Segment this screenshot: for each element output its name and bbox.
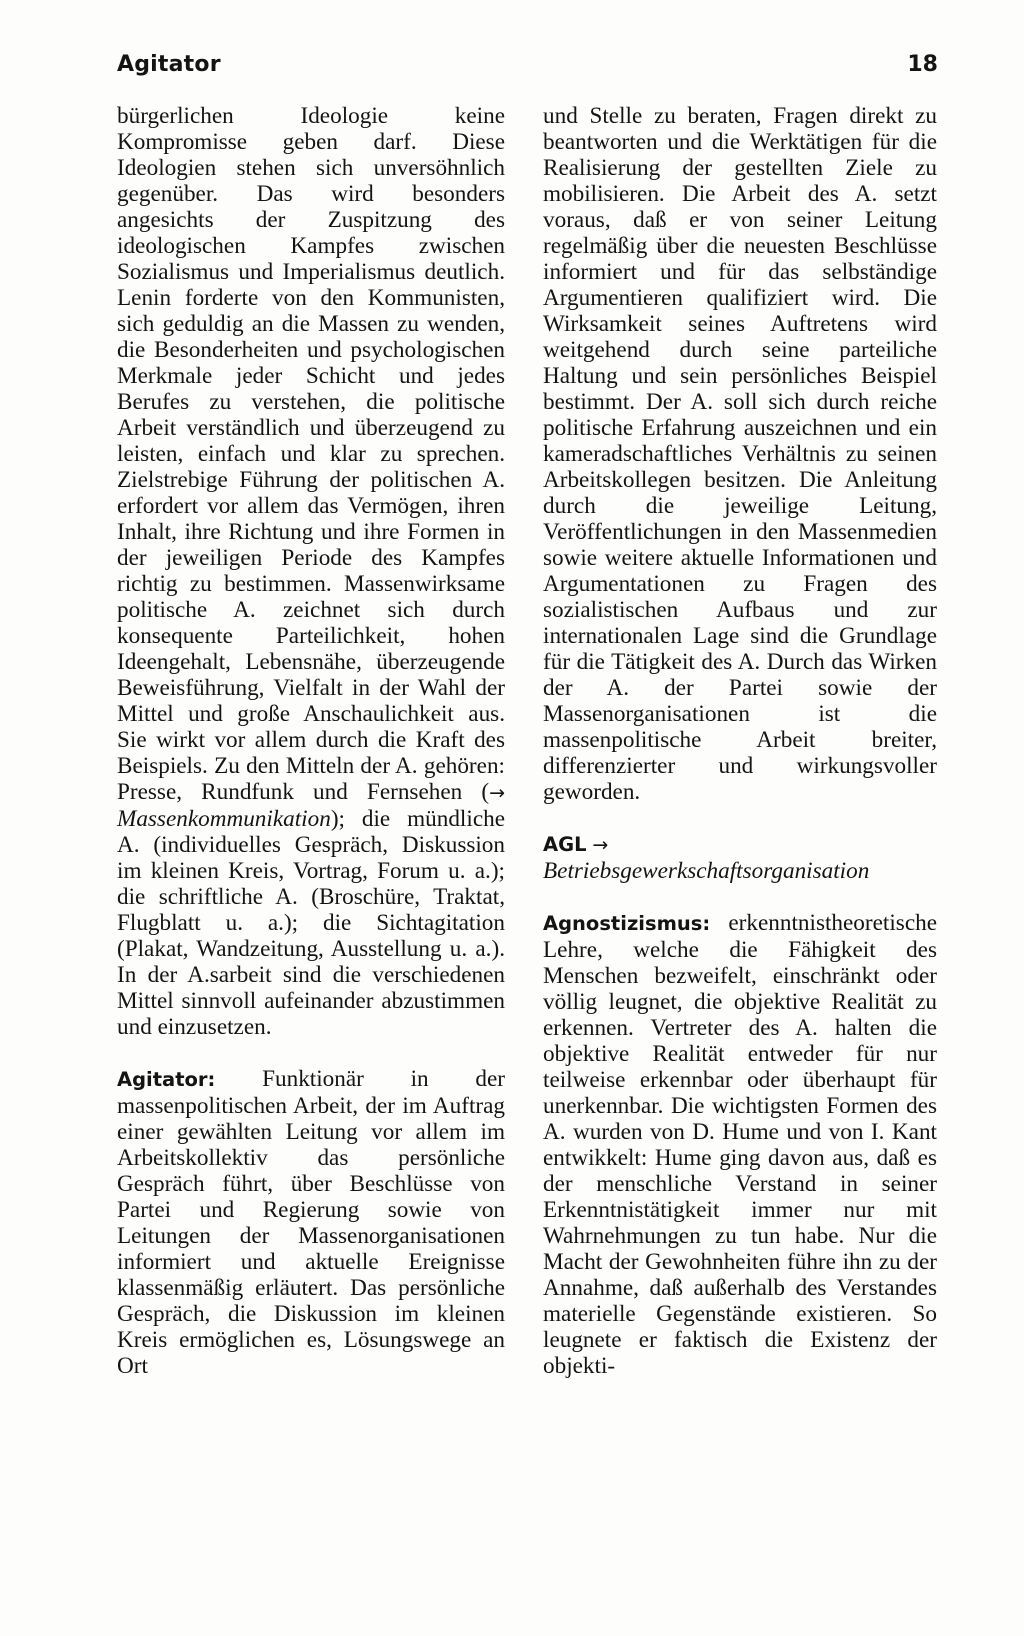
page-number: 18 xyxy=(907,52,938,77)
cross-reference-massenkommunikation: Massenkommunikation xyxy=(117,806,331,832)
entry-spacer xyxy=(543,805,937,831)
left-column xyxy=(117,103,505,1379)
entry-agnostizismus xyxy=(543,910,937,1379)
cross-reference-arrow: → xyxy=(489,782,505,804)
agitator-entry-continuation: und Stelle zu beraten, Fragen direkt zu beantworten und die Werktätigen für die Realisierung der gestellten Ziele zu mobilisieren. Die Arbeit des A. setzt voraus, daß er von seiner Leitung regelmäßig über die neuesten Beschlüsse informiert und für das selbständige Argumentieren qualifiziert wird. Die Wirksamkeit seines Auftretens wird weitgehend durch seine parteiliche Haltung und sein persönliches Beispiel bestimmt. Der A. soll sich durch reiche politische Erfahrung auszeichnen und ein kameradschaftliches Verhältnis zu seinen Arbeitskollegen besitzen. Die Anleitung durch die jeweilige Leitung, Veröffentlichungen in den Massenmedien sowie weitere aktuelle Informationen und Argumentationen zu Fragen des sozialistischen Aufbaus und zur internationalen Lage sind die Grundlage für die Tätigkeit des A. Durch das Wirken der A. der Partei sowie der Massenorganisationen ist die massenpolitische Arbeit breiter, differenzierter und wirkungsvoller geworden. xyxy=(543,103,937,805)
running-head: Agitator xyxy=(117,52,221,77)
right-column xyxy=(543,103,937,1379)
entry-spacer xyxy=(117,1040,505,1066)
agitation-entry-continuation xyxy=(117,103,505,1040)
headword-agitator: Agitator: xyxy=(117,1068,216,1091)
definition-agitator: Funktionär in der massenpolitischen Arbeit, der im Auftrag einer gewählten Leitung vor allem im Arbeitskollektiv das persönliche Gespräch führt, über Beschlüsse von Partei und Regierung sowie von Leitungen der Massenorganisationen informiert und aktuelle Ereignisse klassenmäßig erläutert. Das persönliche Gespräch, die Diskussion im kleinen Kreis ermöglichen es, Lösungswege an Ort xyxy=(117,1066,506,1379)
definition-agnostizismus: erkenntnistheoretische Lehre, welche die Fähigkeit des Menschen bezweifelt, einschränkt oder völlig leugnet, die objektive Realität zu erkennen. Vertreter des A. halten die objektive Realität entweder für nur teilweise erkennbar oder überhaupt für unerkennbar. Die wichtigsten Formen des A. wurden von D. Hume und von I. Kant entwikkelt: Hume ging davon aus, daß es der menschliche Verstand in seiner Erkenntnistätigkeit immer nur mit Wahrnehmungen zu tun habe. Nur die Macht der Gewohnheiten führe ihn zu der Annahme, daß außerhalb des Verstandes materielle Gegenstände existieren. So leugnete er faktisch die Existenz der objekti- xyxy=(543,910,937,1379)
headword-agl: AGL xyxy=(543,833,587,856)
entry-agl xyxy=(543,831,937,884)
entry-spacer xyxy=(543,884,937,910)
entry-agitator xyxy=(117,1066,505,1379)
agitation-text-part1: bürgerlichen Ideologie keine Kompromisse geben darf. Diese Ideologien stehen sich unversöhnlich gegenüber. Das wird besonders angesichts der Zuspitzung des ideologischen Kampfes zwischen Sozialismus und Imperialismus deutlich. Lenin forderte von den Kommunisten, sich geduldig an die Massen zu wenden, die Besonderheiten und psychologischen Merkmale jeder Schicht und jedes Berufes zu verstehen, die politische Arbeit verständlich und überzeugend zu leisten, einfach und klar zu sprechen. Zielstrebige Führung der politischen A. erfordert vor allem das Vermögen, ihren Inhalt, ihre Richtung und ihre Formen in der jeweiligen Periode des Kampfes richtig zu bestimmen. Massenwirksame politische A. zeichnet sich durch konsequente Parteilichkeit, hohen Ideengehalt, Lebensnähe, überzeugende Beweisführung, Vielfalt in der Wahl der Mittel und große Anschaulichkeit aus. Sie wirkt vor allem durch die Kraft des Beispiels. Zu den Mitteln der A. gehören: Presse, Rundfunk und Fernsehen ( xyxy=(117,103,505,805)
headword-agnostizismus: Agnostizismus: xyxy=(543,912,711,935)
agitation-text-part2: ); die mündliche A. (individuelles Gespräch, Diskussion im kleinen Kreis, Vortrag, Forum u. a.); die schriftliche A. (Broschüre, Traktat, Flugblatt u. a.); die Sichtagitation (Plakat, Wandzeitung, Ausstellung u. a.). In der A.sarbeit sind die verschiedenen Mittel sinnvoll aufeinander abzustimmen und einzusetzen. xyxy=(117,806,505,1040)
cross-reference-arrow: → xyxy=(592,834,609,856)
cross-reference-betriebsgewerkschaftsorganisation: Betriebsgewerkschaftsorganisation xyxy=(543,858,870,884)
